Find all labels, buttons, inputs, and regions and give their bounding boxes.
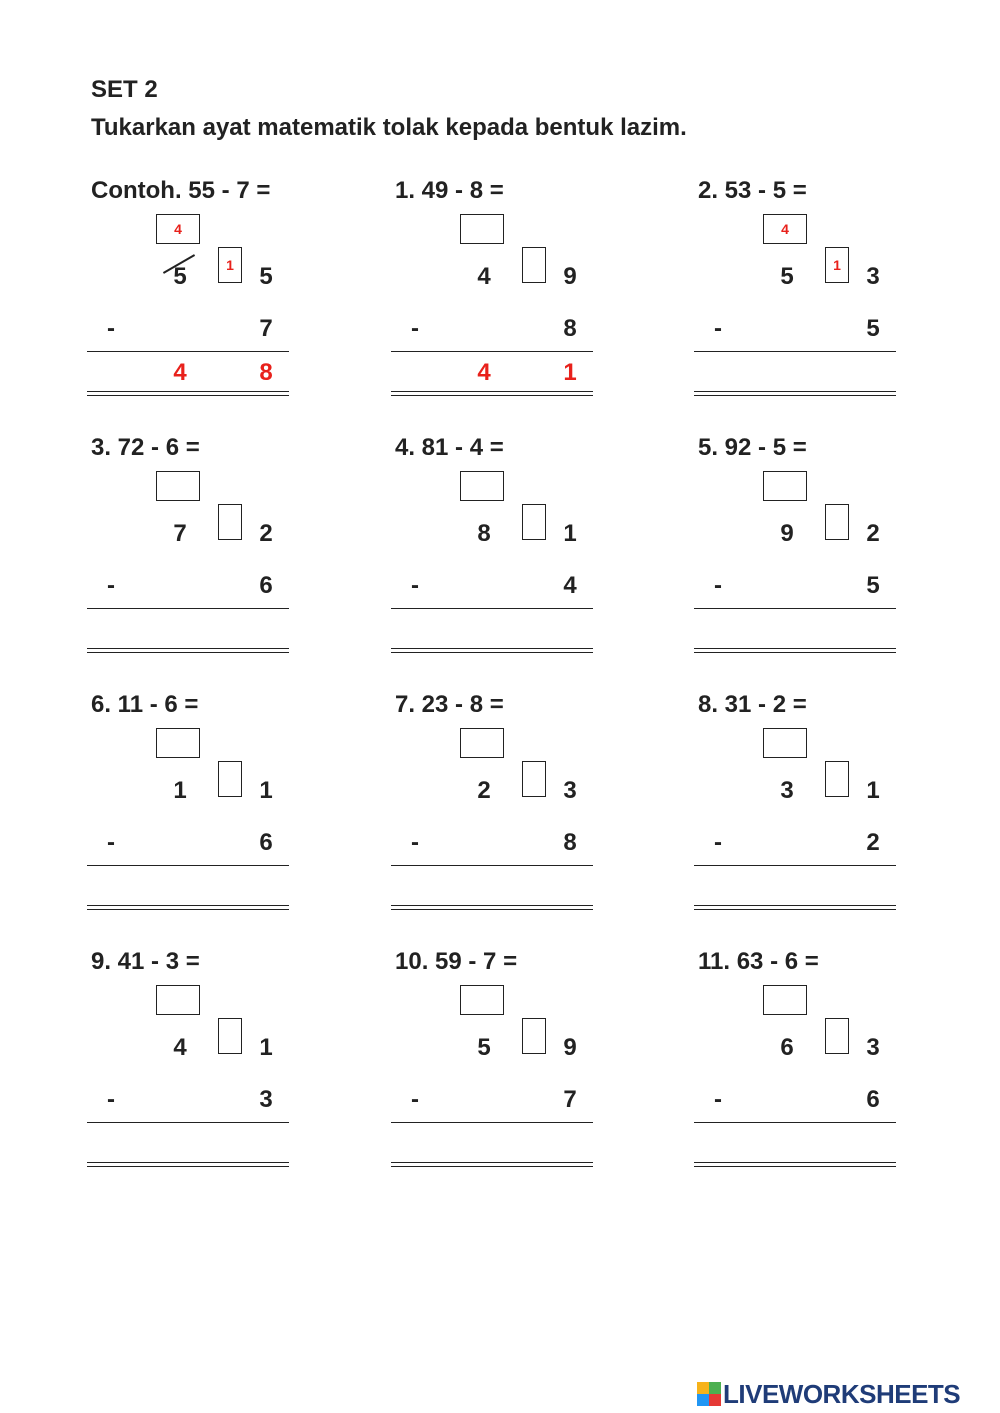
problem-card bbox=[698, 948, 908, 1188]
subtrahend-digit: 8 bbox=[563, 829, 577, 856]
borrow-ones-box[interactable] bbox=[522, 247, 546, 283]
problem-title: 7. 23 - 8 = bbox=[395, 691, 504, 718]
tens-digit: 5 bbox=[173, 263, 187, 290]
borrow-ones-box[interactable] bbox=[522, 761, 546, 797]
double-line-bottom bbox=[391, 395, 593, 396]
subtrahend-digit: 6 bbox=[259, 829, 273, 856]
sum-line bbox=[87, 351, 289, 352]
subtrahend-digit: 6 bbox=[259, 572, 273, 599]
double-line-top bbox=[87, 391, 289, 392]
problem-title: 1. 49 - 8 = bbox=[395, 177, 504, 204]
problem-title: 4. 81 - 4 = bbox=[395, 434, 504, 461]
sum-line bbox=[87, 865, 289, 866]
minus-sign: - bbox=[411, 315, 419, 342]
borrow-tens-value: 4 bbox=[781, 221, 789, 237]
sum-line bbox=[87, 1122, 289, 1123]
subtrahend-digit: 4 bbox=[563, 572, 577, 599]
double-line-bottom bbox=[694, 909, 896, 910]
problem-card bbox=[395, 177, 605, 417]
tens-digit: 3 bbox=[780, 777, 794, 804]
double-line-top bbox=[87, 648, 289, 649]
double-line-bottom bbox=[694, 395, 896, 396]
brand-logo bbox=[697, 1380, 960, 1408]
double-line-top bbox=[391, 648, 593, 649]
borrow-tens-box[interactable] bbox=[460, 728, 504, 758]
borrow-ones-box[interactable] bbox=[522, 504, 546, 540]
set-title: SET 2 bbox=[91, 76, 158, 103]
double-line-top bbox=[694, 648, 896, 649]
problem-title: 10. 59 - 7 = bbox=[395, 948, 518, 975]
minus-sign: - bbox=[107, 1086, 115, 1113]
minus-sign: - bbox=[411, 829, 419, 856]
double-line-top bbox=[694, 1162, 896, 1163]
tens-digit: 5 bbox=[780, 263, 794, 290]
problem-card bbox=[698, 177, 908, 417]
minus-sign: - bbox=[107, 572, 115, 599]
ones-digit: 9 bbox=[563, 263, 577, 290]
ones-digit: 5 bbox=[259, 263, 273, 290]
double-line-top bbox=[391, 391, 593, 392]
answer-tens[interactable]: 4 bbox=[173, 359, 187, 386]
tens-digit: 7 bbox=[173, 520, 187, 547]
problem-card bbox=[395, 434, 605, 674]
minus-sign: - bbox=[411, 1086, 419, 1113]
sum-line bbox=[391, 865, 593, 866]
borrow-ones-box[interactable] bbox=[825, 761, 849, 797]
borrow-tens-box[interactable] bbox=[460, 214, 504, 244]
problem-title: 5. 92 - 5 = bbox=[698, 434, 807, 461]
borrow-tens-box[interactable] bbox=[763, 985, 807, 1015]
problem-card bbox=[395, 948, 605, 1188]
tens-digit: 2 bbox=[477, 777, 491, 804]
ones-digit: 3 bbox=[866, 1034, 880, 1061]
minus-sign: - bbox=[714, 829, 722, 856]
borrow-ones-box[interactable] bbox=[218, 1018, 242, 1054]
brand-name: LIVEWORKSHEETS bbox=[723, 1378, 961, 1409]
borrow-tens-box[interactable] bbox=[763, 471, 807, 501]
double-line-top bbox=[391, 1162, 593, 1163]
tens-digit: 4 bbox=[477, 263, 491, 290]
double-line-top bbox=[87, 905, 289, 906]
problem-title: 6. 11 - 6 = bbox=[91, 691, 199, 718]
minus-sign: - bbox=[107, 315, 115, 342]
answer-ones[interactable]: 8 bbox=[259, 359, 273, 386]
problem-title: 9. 41 - 3 = bbox=[91, 948, 200, 975]
tens-digit: 6 bbox=[780, 1034, 794, 1061]
sum-line bbox=[87, 608, 289, 609]
borrow-ones-box[interactable] bbox=[825, 1018, 849, 1054]
tens-digit: 4 bbox=[173, 1034, 187, 1061]
subtrahend-digit: 6 bbox=[866, 1086, 880, 1113]
double-line-bottom bbox=[694, 1166, 896, 1167]
borrow-tens-box[interactable] bbox=[156, 214, 200, 244]
double-line-bottom bbox=[87, 395, 289, 396]
minus-sign: - bbox=[411, 572, 419, 599]
borrow-tens-box[interactable] bbox=[763, 728, 807, 758]
subtrahend-digit: 5 bbox=[866, 572, 880, 599]
subtrahend-digit: 3 bbox=[259, 1086, 273, 1113]
ones-digit: 2 bbox=[866, 520, 880, 547]
borrow-ones-value: 1 bbox=[226, 257, 234, 273]
tens-digit: 9 bbox=[780, 520, 794, 547]
problem-card bbox=[395, 691, 605, 931]
double-line-top bbox=[87, 1162, 289, 1163]
problem-card bbox=[91, 691, 301, 931]
sum-line bbox=[694, 608, 896, 609]
minus-sign: - bbox=[714, 315, 722, 342]
borrow-tens-box[interactable] bbox=[460, 471, 504, 501]
problem-card bbox=[698, 434, 908, 674]
sum-line bbox=[694, 865, 896, 866]
minus-sign: - bbox=[107, 829, 115, 856]
double-line-bottom bbox=[391, 652, 593, 653]
subtrahend-digit: 7 bbox=[563, 1086, 577, 1113]
ones-digit: 1 bbox=[259, 1034, 273, 1061]
double-line-bottom bbox=[391, 909, 593, 910]
double-line-bottom bbox=[391, 1166, 593, 1167]
problem-title: 11. 63 - 6 = bbox=[698, 948, 819, 975]
sum-line bbox=[694, 1122, 896, 1123]
borrow-ones-value: 1 bbox=[833, 257, 841, 273]
sum-line bbox=[391, 351, 593, 352]
problem-card bbox=[91, 177, 301, 417]
problem-title: 3. 72 - 6 = bbox=[91, 434, 200, 461]
ones-digit: 9 bbox=[563, 1034, 577, 1061]
borrow-tens-box[interactable] bbox=[460, 985, 504, 1015]
double-line-bottom bbox=[694, 652, 896, 653]
problem-title: Contoh. 55 - 7 = bbox=[91, 177, 271, 204]
liveworksheets-logo-icon bbox=[697, 1382, 721, 1406]
instruction: Tukarkan ayat matematik tolak kepada bentuk lazim. bbox=[91, 114, 687, 141]
borrow-ones-box[interactable] bbox=[218, 247, 242, 283]
borrow-tens-box[interactable] bbox=[156, 471, 200, 501]
subtrahend-digit: 7 bbox=[259, 315, 273, 342]
subtrahend-digit: 5 bbox=[866, 315, 880, 342]
double-line-bottom bbox=[87, 909, 289, 910]
borrow-ones-box[interactable] bbox=[218, 504, 242, 540]
sum-line bbox=[391, 608, 593, 609]
minus-sign: - bbox=[714, 572, 722, 599]
double-line-bottom bbox=[87, 652, 289, 653]
ones-digit: 3 bbox=[563, 777, 577, 804]
problem-title: 8. 31 - 2 = bbox=[698, 691, 807, 718]
ones-digit: 3 bbox=[866, 263, 880, 290]
subtrahend-digit: 2 bbox=[866, 829, 880, 856]
subtrahend-digit: 8 bbox=[563, 315, 577, 342]
double-line-top bbox=[391, 905, 593, 906]
borrow-tens-box[interactable] bbox=[763, 214, 807, 244]
double-line-top bbox=[694, 391, 896, 392]
ones-digit: 1 bbox=[866, 777, 880, 804]
double-line-top bbox=[694, 905, 896, 906]
problem-title: 2. 53 - 5 = bbox=[698, 177, 807, 204]
borrow-tens-box[interactable] bbox=[156, 728, 200, 758]
answer-ones[interactable]: 1 bbox=[563, 359, 577, 386]
answer-tens[interactable]: 4 bbox=[477, 359, 491, 386]
borrow-tens-box[interactable] bbox=[156, 985, 200, 1015]
problem-card bbox=[91, 948, 301, 1188]
ones-digit: 1 bbox=[563, 520, 577, 547]
minus-sign: - bbox=[714, 1086, 722, 1113]
borrow-ones-box[interactable] bbox=[825, 247, 849, 283]
double-line-bottom bbox=[87, 1166, 289, 1167]
ones-digit: 1 bbox=[259, 777, 273, 804]
tens-digit: 8 bbox=[477, 520, 491, 547]
borrow-ones-box[interactable] bbox=[218, 761, 242, 797]
borrow-tens-value: 4 bbox=[174, 221, 182, 237]
borrow-ones-box[interactable] bbox=[825, 504, 849, 540]
borrow-ones-box[interactable] bbox=[522, 1018, 546, 1054]
sum-line bbox=[391, 1122, 593, 1123]
sum-line bbox=[694, 351, 896, 352]
tens-digit: 5 bbox=[477, 1034, 491, 1061]
tens-digit: 1 bbox=[173, 777, 187, 804]
ones-digit: 2 bbox=[259, 520, 273, 547]
problem-card bbox=[91, 434, 301, 674]
problem-card bbox=[698, 691, 908, 931]
